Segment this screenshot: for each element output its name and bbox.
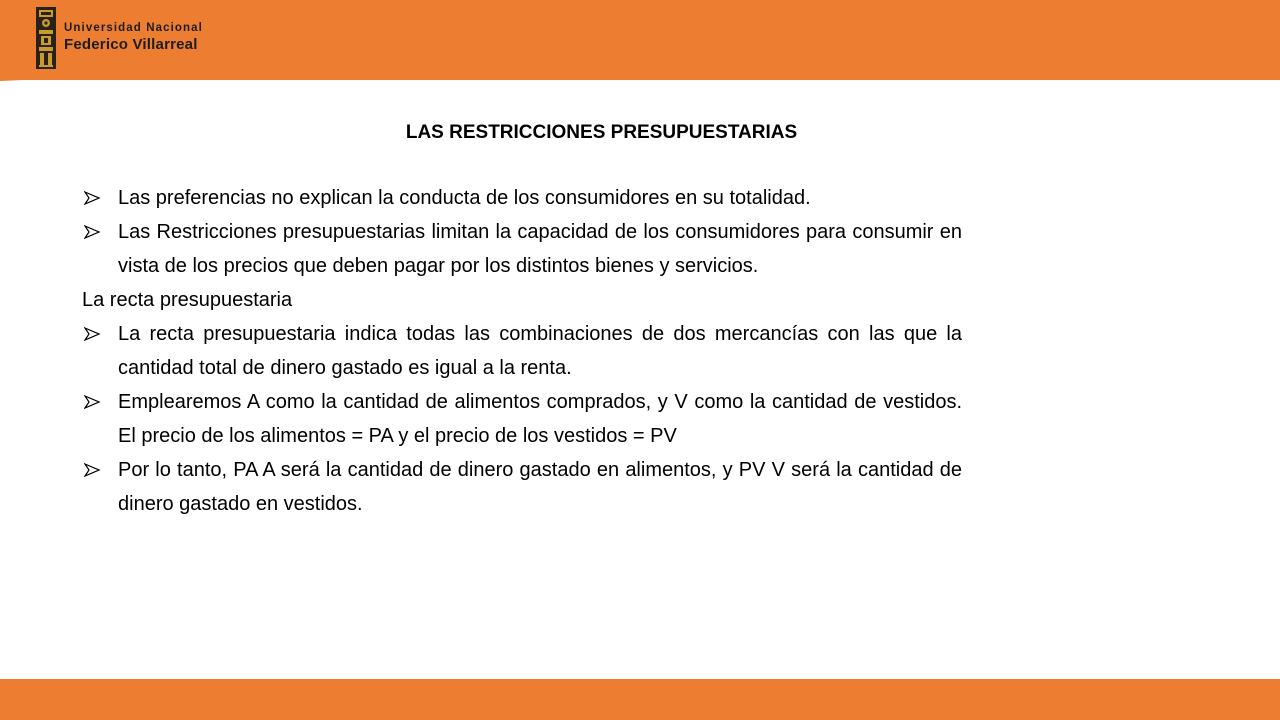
logo-text	[64, 23, 203, 52]
arrowhead-bullet-icon	[84, 327, 100, 341]
bullet-item	[82, 317, 962, 385]
bullet-item	[82, 181, 962, 215]
university-logo	[35, 6, 203, 70]
bullet-text: Emplearemos A como la cantidad de alimentos comprados, y V como la cantidad de vestidos. El precio de los alimentos = PA y el precio de los vestidos = PV	[118, 391, 962, 447]
bullet-item	[82, 215, 962, 283]
footer-band	[0, 679, 1280, 720]
subheading: La recta presupuestaria	[82, 289, 293, 311]
bullet-text: Las preferencias no explican la conducta de los consumidores en su totalidad.	[118, 187, 811, 209]
logo-name-line: Federico Villarreal	[64, 35, 198, 53]
bullet-item	[82, 385, 962, 453]
bullet-text: Las Restricciones presupuestarias limitan la capacidad de los consumidores para consumir en vista de los precios que deben pagar por los distintos bienes y servicios.	[118, 221, 962, 277]
logo-university-line: Universidad Nacional	[64, 22, 203, 34]
slide-title: LAS RESTRICCIONES PRESUPUESTARIAS	[405, 122, 798, 143]
slide-content	[82, 181, 962, 521]
arrowhead-bullet-icon	[84, 225, 100, 239]
university-emblem-icon	[35, 6, 57, 70]
bullet-text: Por lo tanto, PA A será la cantidad de dinero gastado en alimentos, y PV V será la cantidad de dinero gastado en vestidos.	[118, 459, 962, 515]
arrowhead-bullet-icon	[84, 463, 100, 477]
bullet-text: La recta presupuestaria indica todas las combinaciones de dos mercancías con las que la cantidad total de dinero gastado es igual a la renta.	[118, 323, 962, 379]
arrowhead-bullet-icon	[84, 191, 100, 205]
bullet-item	[82, 453, 962, 521]
arrowhead-bullet-icon	[84, 395, 100, 409]
